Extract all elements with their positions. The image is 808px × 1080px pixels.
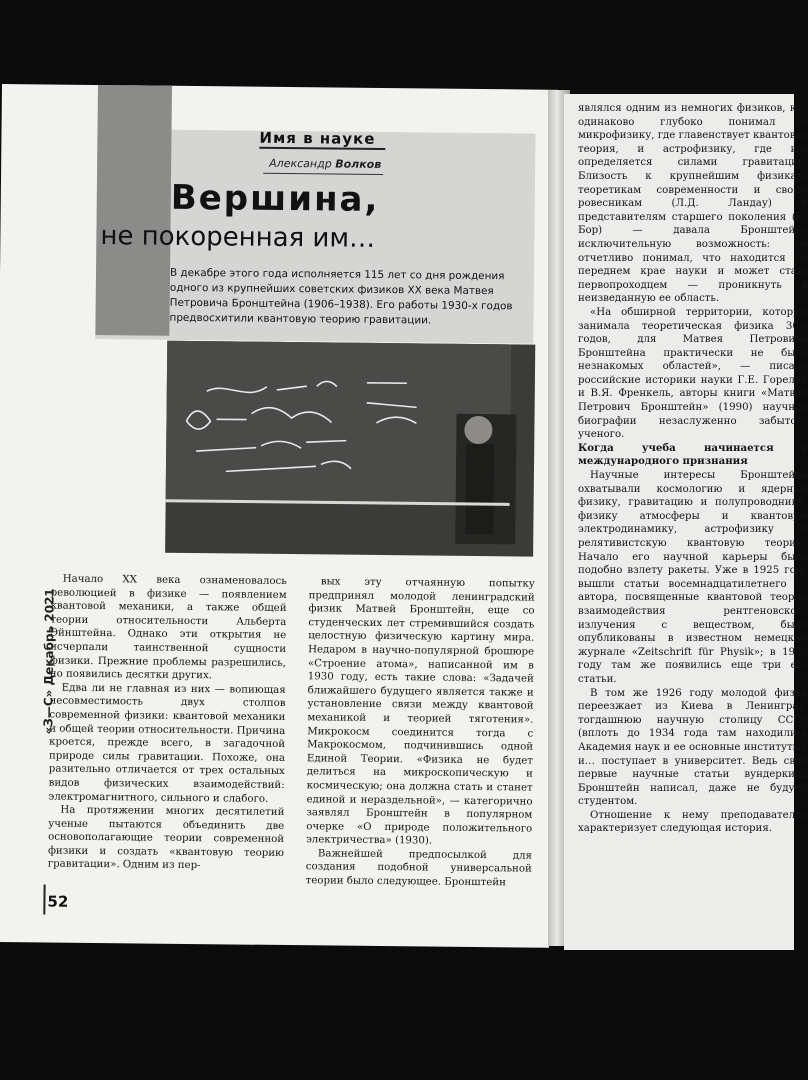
paragraph: вых эту отчаянную попытку предпринял молодой ленинградский физик Матвей Бронштейн, еще со студенческих лет стремившийся создать целостную физическую картину мира. Недаром в научно-популярной брошюре «Строение атома», написанной им в 1930 году, есть такие слова: «Задачей ближайшего будущего является также и установление связи между квантовой механикой и теорией тяготения». Микрокосм соединится тогда с Макрокосмом, подчинившись одной Единой Теории. «Физика не будет делиться на микроскопическую и космическую; она должна стать и станет единой и нераздельной», — категорично заявлял Бронштейн в популярном очерке «О природе положительного электричества» (1930).	[306, 576, 535, 847]
article-title-line1: Вершина,	[170, 177, 380, 220]
author-first: Александр	[269, 156, 336, 171]
paragraph: Важнейшей предпосылкой для создания подобной универсальной теории было следующее. Бронштейн	[305, 848, 533, 889]
page-number-rule	[43, 884, 45, 914]
section-heading: Когда учеба начинается с международного признания	[578, 441, 808, 468]
page-number: 52	[47, 892, 69, 911]
author-name	[269, 157, 381, 171]
paragraph: Научные интересы Бронштейна охватывали космологию и ядерную физику, гравитацию и полупроводники, физику атмосферы и квантовую электродинамику, астрофизику и релятивистскую квантовую теорию. Начало его научной карьеры было подобно взлету ракеты. Уже в 1925 году вышли статьи восемнадцатилетнего (!) автора, посвященные квантовой теории взаимодействия рентгеновского излучения с веществом, были опубликованы в известном немецком журнале «Zeitschrift für Physik»; в 1926 году там же появились еще три его статьи.	[578, 470, 808, 685]
photo-blackboard	[165, 341, 535, 557]
issue-label: «З—С» Декабрь 2021	[41, 588, 57, 735]
paragraph: являлся одним из немногих физиков, кто одинаково глубоко понимал и микрофизику, где главенствует квантовая теория, и астрофизику, где все определяется силами гравитации. Близость к крупнейшим физикам-теоретикам современности и своим ровесникам (Л.Д. Ландау) и представителям старшего поколения (Н. Бор) — давала Бронштейну исключительную возможность: он отчетливо понимал, что находится на переднем крае науки и может стать первопроходцем — проникнуть в неизведанную ее область.	[578, 103, 808, 305]
paragraph: На протяжении многих десятилетий ученые пытаются объединить две основополагающие теории современной физики и создать «квантовую теорию гравитации». Одним из пер-	[47, 804, 285, 872]
right-page	[564, 94, 808, 950]
column-1	[48, 573, 287, 875]
paragraph: Едва ли не главная из них — вопиющая несовместимость двух столпов современной физики: квантовой механики и общей теории относительности. Причина кроется, прежде всего, в загадочной природе силы гравитации. Похоже, она разительно отличается от трех остальных видов физических взаимодействий: электромагнитного, сильного и слабого.	[48, 682, 286, 805]
paragraph: В том же 1926 году молодой физик переезжает из Киева в Ленинград, тогдашнюю научную столицу СССР (вплоть до 1934 года там находились Академия наук и ее основные институты), и… поступает в университет. Ведь свои первые научные статьи вундеркинд Бронштейн написал, даже не будучи студентом.	[578, 687, 808, 808]
paragraph: Начало XX века ознаменовалось революцией в физике — появлением квантовой механики, а также общей теории относительности Альберта Эйнштейна. Однако эти открытия не исчерпали таинственной сущности физики. Прежние проблемы разрешились, но появились десятки других.	[49, 573, 287, 682]
decorative-block	[95, 85, 172, 336]
paragraph: «На обширной территории, которую занимала теоретическая физика 30-х годов, для Матвея Петровича Бронштейна практически не было незнакомых областей», — писали российские историки науки Г.Е. Горелик и В.Я. Френкель, авторы книги «Матвей Петрович Бронштейн» (1990) научной биографии незаслуженно забытого ученого.	[578, 306, 808, 441]
author-last: Волков	[335, 157, 382, 171]
right-column	[578, 102, 808, 836]
rubric: Имя в науке	[259, 128, 376, 148]
article-title-line2: не покоренная им…	[100, 221, 376, 254]
left-page	[0, 84, 558, 948]
lead-paragraph: В декабре этого года исполняется 115 лет со дня рождения одного из крупнейших советских физиков XX века Матвея Петровича Бронштейна (1906–1938). Его работы 1930-х годов предвосхитили квантовую теорию гравитации.	[169, 266, 513, 327]
chalk-formulas-image	[165, 341, 535, 557]
column-2	[306, 575, 535, 890]
paragraph: Отношение к нему преподавателей характеризует следующая история.	[578, 809, 808, 835]
